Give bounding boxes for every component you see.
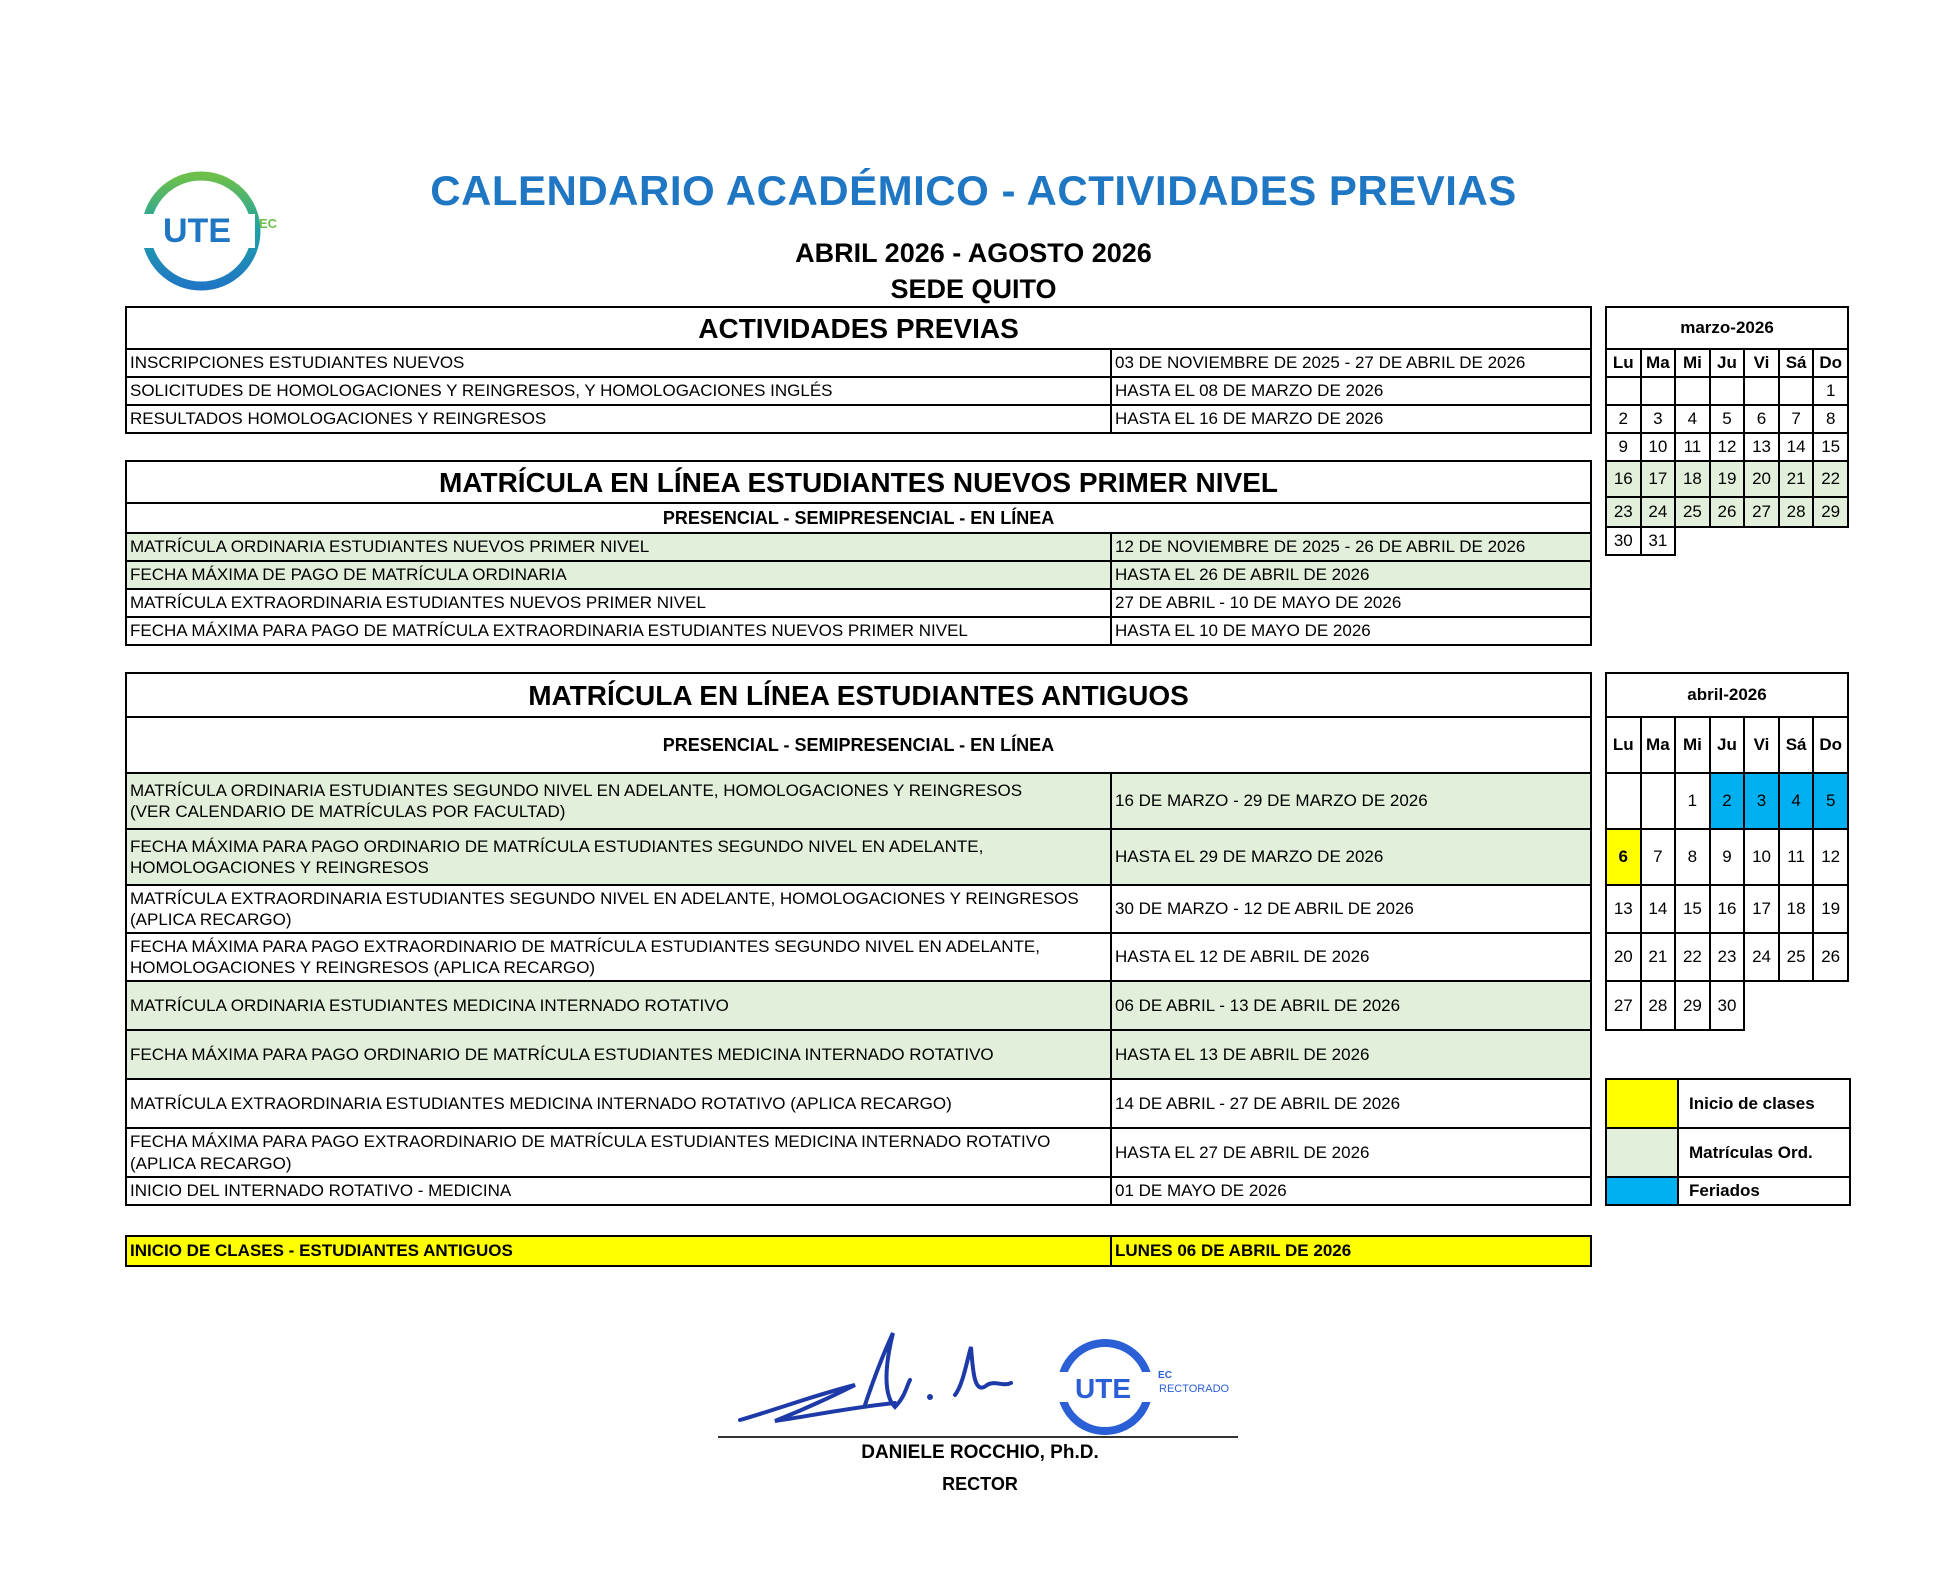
- inicio-clases-table: [125, 1235, 1592, 1267]
- date-cell: 30 DE MARZO - 12 DE ABRIL DE 2026: [1111, 885, 1591, 933]
- activity-line: FECHA MÁXIMA PARA PAGO EXTRAORDINARIO DE MATRÍCULA ESTUDIANTES SEGUNDO NIVEL EN ADELANTE,: [130, 936, 1040, 956]
- calendar-day: [1779, 377, 1814, 405]
- calendar-day: 28: [1779, 497, 1814, 527]
- weekday-label: Mi: [1675, 717, 1710, 773]
- table-row: [126, 617, 1591, 645]
- date-cell: 14 DE ABRIL - 27 DE ABRIL DE 2026: [1111, 1079, 1591, 1128]
- calendar-day: 12: [1813, 829, 1848, 885]
- calendar-day: 25: [1779, 933, 1814, 981]
- calendar-april: [1605, 672, 1849, 1031]
- activity-cell: [126, 829, 1111, 885]
- activity-line: HOMOLOGACIONES Y REINGRESOS (APLICA RECARGO): [130, 958, 596, 977]
- campus-subtitle: SEDE QUITO: [890, 274, 1057, 304]
- calendar-day: 7: [1779, 405, 1814, 433]
- calendar-day: 31: [1641, 527, 1676, 555]
- antiguos-modality: PRESENCIAL - SEMIPRESENCIAL - EN LÍNEA: [126, 717, 1591, 773]
- calendar-day: 7: [1641, 829, 1676, 885]
- calendar-day: 27: [1744, 497, 1779, 527]
- weekday-label: Do: [1813, 349, 1848, 377]
- calendar-day: 18: [1675, 461, 1710, 497]
- calendar-day: 30: [1710, 981, 1745, 1030]
- activity-cell: MATRÍCULA EXTRAORDINARIA ESTUDIANTES MEDICINA INTERNADO ROTATIVO (APLICA RECARGO): [126, 1079, 1111, 1128]
- calendar-day: 1: [1675, 773, 1710, 829]
- calendar-day: 24: [1641, 497, 1676, 527]
- date-cell: LUNES 06 DE ABRIL DE 2026: [1111, 1236, 1591, 1266]
- date-cell: HASTA EL 29 DE MARZO DE 2026: [1111, 829, 1591, 885]
- calendar-day: 16: [1710, 885, 1745, 933]
- rectorado-seal: [1055, 1332, 1245, 1442]
- date-cell: HASTA EL 13 DE ABRIL DE 2026: [1111, 1030, 1591, 1079]
- legend-swatch: [1606, 1128, 1678, 1177]
- calendar-day: 14: [1641, 885, 1676, 933]
- calendar-day: [1675, 377, 1710, 405]
- calendar-day: 8: [1675, 829, 1710, 885]
- date-cell: 27 DE ABRIL - 10 DE MAYO DE 2026: [1111, 589, 1591, 617]
- calendar-day: 11: [1779, 829, 1814, 885]
- activity-line: MATRÍCULA EXTRAORDINARIA ESTUDIANTES SEGUNDO NIVEL EN ADELANTE, HOMOLOGACIONES Y REINGRESOS: [130, 888, 1079, 908]
- activity-cell: RESULTADOS HOMOLOGACIONES Y REINGRESOS: [126, 405, 1111, 433]
- calendar-day: [1641, 377, 1676, 405]
- date-cell: HASTA EL 10 DE MAYO DE 2026: [1111, 617, 1591, 645]
- activity-cell: MATRÍCULA EXTRAORDINARIA ESTUDIANTES NUEVOS PRIMER NIVEL: [126, 589, 1111, 617]
- nuevos-table: [125, 460, 1592, 646]
- activity-line: (APLICA RECARGO): [130, 910, 292, 929]
- weekday-label: Mi: [1675, 349, 1710, 377]
- table-row: [126, 377, 1591, 405]
- table-row: [126, 981, 1591, 1030]
- activity-line: FECHA MÁXIMA PARA PAGO EXTRAORDINARIO DE MATRÍCULA ESTUDIANTES MEDICINA INTERNADO ROTATIVO: [130, 1132, 1051, 1152]
- table-row: [126, 829, 1591, 885]
- calendar-day: 6: [1744, 405, 1779, 433]
- activity-cell: FECHA MÁXIMA DE PAGO DE MATRÍCULA ORDINARIA: [126, 561, 1111, 589]
- signatory-role: RECTOR: [942, 1474, 1018, 1494]
- activity-cell: MATRÍCULA ORDINARIA ESTUDIANTES NUEVOS PRIMER NIVEL: [126, 533, 1111, 561]
- calendar-day: 22: [1675, 933, 1710, 981]
- table-row: [126, 1128, 1591, 1177]
- logo-text: UTE: [163, 212, 231, 250]
- legend-swatch: [1606, 1177, 1678, 1205]
- calendar-day: 11: [1675, 433, 1710, 461]
- calendar-day: 15: [1675, 885, 1710, 933]
- signatory-name: DANIELE ROCCHIO, Ph.D.: [861, 1442, 1099, 1463]
- calendar-day: 9: [1606, 433, 1641, 461]
- calendar-day: 17: [1641, 461, 1676, 497]
- seal-sub: RECTORADO: [1159, 1383, 1230, 1395]
- calendar-day: 14: [1779, 433, 1814, 461]
- activity-cell: MATRÍCULA ORDINARIA ESTUDIANTES MEDICINA INTERNADO ROTATIVO: [126, 981, 1111, 1030]
- calendar-day: 23: [1606, 497, 1641, 527]
- seal-suffix: EC: [1158, 1370, 1172, 1381]
- activity-cell: INICIO DEL INTERNADO ROTATIVO - MEDICINA: [126, 1177, 1111, 1205]
- calendar-day: 10: [1641, 433, 1676, 461]
- calendar-day: 8: [1813, 405, 1848, 433]
- table-row: [126, 885, 1591, 933]
- calendar-day: 28: [1641, 981, 1676, 1030]
- date-cell: HASTA EL 27 DE ABRIL DE 2026: [1111, 1128, 1591, 1177]
- calendar-march: [1605, 306, 1849, 556]
- calendar-day: 20: [1744, 461, 1779, 497]
- table-row: [126, 1236, 1591, 1266]
- activity-line: (VER CALENDARIO DE MATRÍCULAS POR FACULTAD): [130, 802, 566, 821]
- calendar-day: 30: [1606, 527, 1641, 555]
- calendar-day: [1744, 377, 1779, 405]
- calendar-day: 17: [1744, 885, 1779, 933]
- calendar-month-title: marzo-2026: [1606, 307, 1848, 349]
- calendar-day: 1: [1813, 377, 1848, 405]
- calendar-day: 9: [1710, 829, 1745, 885]
- calendar-day: [1606, 377, 1641, 405]
- calendar-day: 26: [1813, 933, 1848, 981]
- calendar-day: 21: [1641, 933, 1676, 981]
- date-cell: HASTA EL 12 DE ABRIL DE 2026: [1111, 933, 1591, 981]
- table-row: [126, 533, 1591, 561]
- activity-line: HOMOLOGACIONES Y REINGRESOS: [130, 858, 429, 877]
- table-row: [126, 933, 1591, 981]
- calendar-day: 24: [1744, 933, 1779, 981]
- calendar-day: [1710, 377, 1745, 405]
- legend-label: Matrículas Ord.: [1678, 1128, 1850, 1177]
- activity-cell: [126, 1128, 1111, 1177]
- activity-cell: [126, 933, 1111, 981]
- calendar-day: 3: [1641, 405, 1676, 433]
- weekday-label: Vi: [1744, 349, 1779, 377]
- weekday-label: Ma: [1641, 717, 1676, 773]
- calendar-day: 19: [1710, 461, 1745, 497]
- weekday-label: Ma: [1641, 349, 1676, 377]
- calendar-day: 4: [1675, 405, 1710, 433]
- table-row: [126, 589, 1591, 617]
- calendar-day: 29: [1813, 497, 1848, 527]
- activity-cell: SOLICITUDES DE HOMOLOGACIONES Y REINGRESOS, Y HOMOLOGACIONES INGLÉS: [126, 377, 1111, 405]
- calendar-day: 27: [1606, 981, 1641, 1030]
- date-cell: HASTA EL 08 DE MARZO DE 2026: [1111, 377, 1591, 405]
- legend: [1605, 1078, 1851, 1206]
- activity-line: (APLICA RECARGO): [130, 1153, 292, 1173]
- table-row: [126, 561, 1591, 589]
- calendar-day: 22: [1813, 461, 1848, 497]
- date-cell: 06 DE ABRIL - 13 DE ABRIL DE 2026: [1111, 981, 1591, 1030]
- weekday-label: Do: [1813, 717, 1848, 773]
- calendar-day: [1606, 773, 1641, 829]
- calendar-day: 15: [1813, 433, 1848, 461]
- legend-label: Inicio de clases: [1678, 1079, 1850, 1128]
- weekday-label: Sá: [1779, 717, 1814, 773]
- activity-cell: INSCRIPCIONES ESTUDIANTES NUEVOS: [126, 349, 1111, 377]
- calendar-day: 23: [1710, 933, 1745, 981]
- calendar-day: 29: [1675, 981, 1710, 1030]
- calendar-day: 6: [1606, 829, 1641, 885]
- calendar-day: 12: [1710, 433, 1745, 461]
- signature-line: [718, 1436, 1238, 1438]
- activity-line: MATRÍCULA ORDINARIA ESTUDIANTES SEGUNDO NIVEL EN ADELANTE, HOMOLOGACIONES Y REINGRESOS: [130, 780, 1023, 800]
- weekday-label: Ju: [1710, 349, 1745, 377]
- page-title: CALENDARIO ACADÉMICO - ACTIVIDADES PREVIAS: [430, 167, 1517, 214]
- legend-label: Feriados: [1678, 1177, 1850, 1205]
- calendar-day: [1641, 773, 1676, 829]
- legend-swatch: [1606, 1079, 1678, 1128]
- calendar-day: 5: [1813, 773, 1848, 829]
- date-cell: HASTA EL 26 DE ABRIL DE 2026: [1111, 561, 1591, 589]
- calendar-day: 18: [1779, 885, 1814, 933]
- signature: [735, 1325, 1065, 1433]
- period-subtitle: ABRIL 2026 - AGOSTO 2026: [795, 238, 1152, 268]
- seal-text: UTE: [1075, 1373, 1131, 1404]
- calendar-day: 4: [1779, 773, 1814, 829]
- previas-table: [125, 306, 1592, 434]
- nuevos-modality: PRESENCIAL - SEMIPRESENCIAL - EN LÍNEA: [126, 503, 1591, 533]
- activity-cell: FECHA MÁXIMA PARA PAGO DE MATRÍCULA EXTRAORDINARIA ESTUDIANTES NUEVOS PRIMER NIVEL: [126, 617, 1111, 645]
- calendar-day: 26: [1710, 497, 1745, 527]
- calendar-day: 16: [1606, 461, 1641, 497]
- activity-cell: [126, 773, 1111, 829]
- activity-cell: INICIO DE CLASES - ESTUDIANTES ANTIGUOS: [126, 1236, 1111, 1266]
- calendar-day: 19: [1813, 885, 1848, 933]
- weekday-label: Sá: [1779, 349, 1814, 377]
- weekday-label: Lu: [1606, 349, 1641, 377]
- antiguos-table: [125, 672, 1592, 1206]
- calendar-month-title: abril-2026: [1606, 673, 1848, 717]
- weekday-label: Lu: [1606, 717, 1641, 773]
- table-row: [126, 405, 1591, 433]
- activity-cell: [126, 885, 1111, 933]
- calendar-day: 21: [1779, 461, 1814, 497]
- date-cell: HASTA EL 16 DE MARZO DE 2026: [1111, 405, 1591, 433]
- calendar-day: 13: [1744, 433, 1779, 461]
- weekday-label: Ju: [1710, 717, 1745, 773]
- date-cell: 03 DE NOVIEMBRE DE 2025 - 27 DE ABRIL DE 2026: [1111, 349, 1591, 377]
- calendar-day: 13: [1606, 885, 1641, 933]
- table-row: [126, 349, 1591, 377]
- date-cell: 16 DE MARZO - 29 DE MARZO DE 2026: [1111, 773, 1591, 829]
- activity-cell: FECHA MÁXIMA PARA PAGO ORDINARIO DE MATRÍCULA ESTUDIANTES MEDICINA INTERNADO ROTATIVO: [126, 1030, 1111, 1079]
- calendar-day: 2: [1710, 773, 1745, 829]
- date-cell: 01 DE MAYO DE 2026: [1111, 1177, 1591, 1205]
- table-row: [126, 773, 1591, 829]
- logo-suffix: EC: [258, 216, 278, 231]
- calendar-day: 20: [1606, 933, 1641, 981]
- calendar-day: 10: [1744, 829, 1779, 885]
- antiguos-title: MATRÍCULA EN LÍNEA ESTUDIANTES ANTIGUOS: [126, 673, 1591, 717]
- calendar-day: 25: [1675, 497, 1710, 527]
- table-row: [126, 1030, 1591, 1079]
- nuevos-title: MATRÍCULA EN LÍNEA ESTUDIANTES NUEVOS PRIMER NIVEL: [126, 461, 1591, 503]
- activity-line: FECHA MÁXIMA PARA PAGO ORDINARIO DE MATRÍCULA ESTUDIANTES SEGUNDO NIVEL EN ADELANTE,: [130, 836, 984, 856]
- calendar-day: 5: [1710, 405, 1745, 433]
- date-cell: 12 DE NOVIEMBRE DE 2025 - 26 DE ABRIL DE 2026: [1111, 533, 1591, 561]
- table-row: [126, 1177, 1591, 1205]
- calendar-day: 2: [1606, 405, 1641, 433]
- table-row: [126, 1079, 1591, 1128]
- calendar-day: 3: [1744, 773, 1779, 829]
- previas-title: ACTIVIDADES PREVIAS: [126, 307, 1591, 349]
- weekday-label: Vi: [1744, 717, 1779, 773]
